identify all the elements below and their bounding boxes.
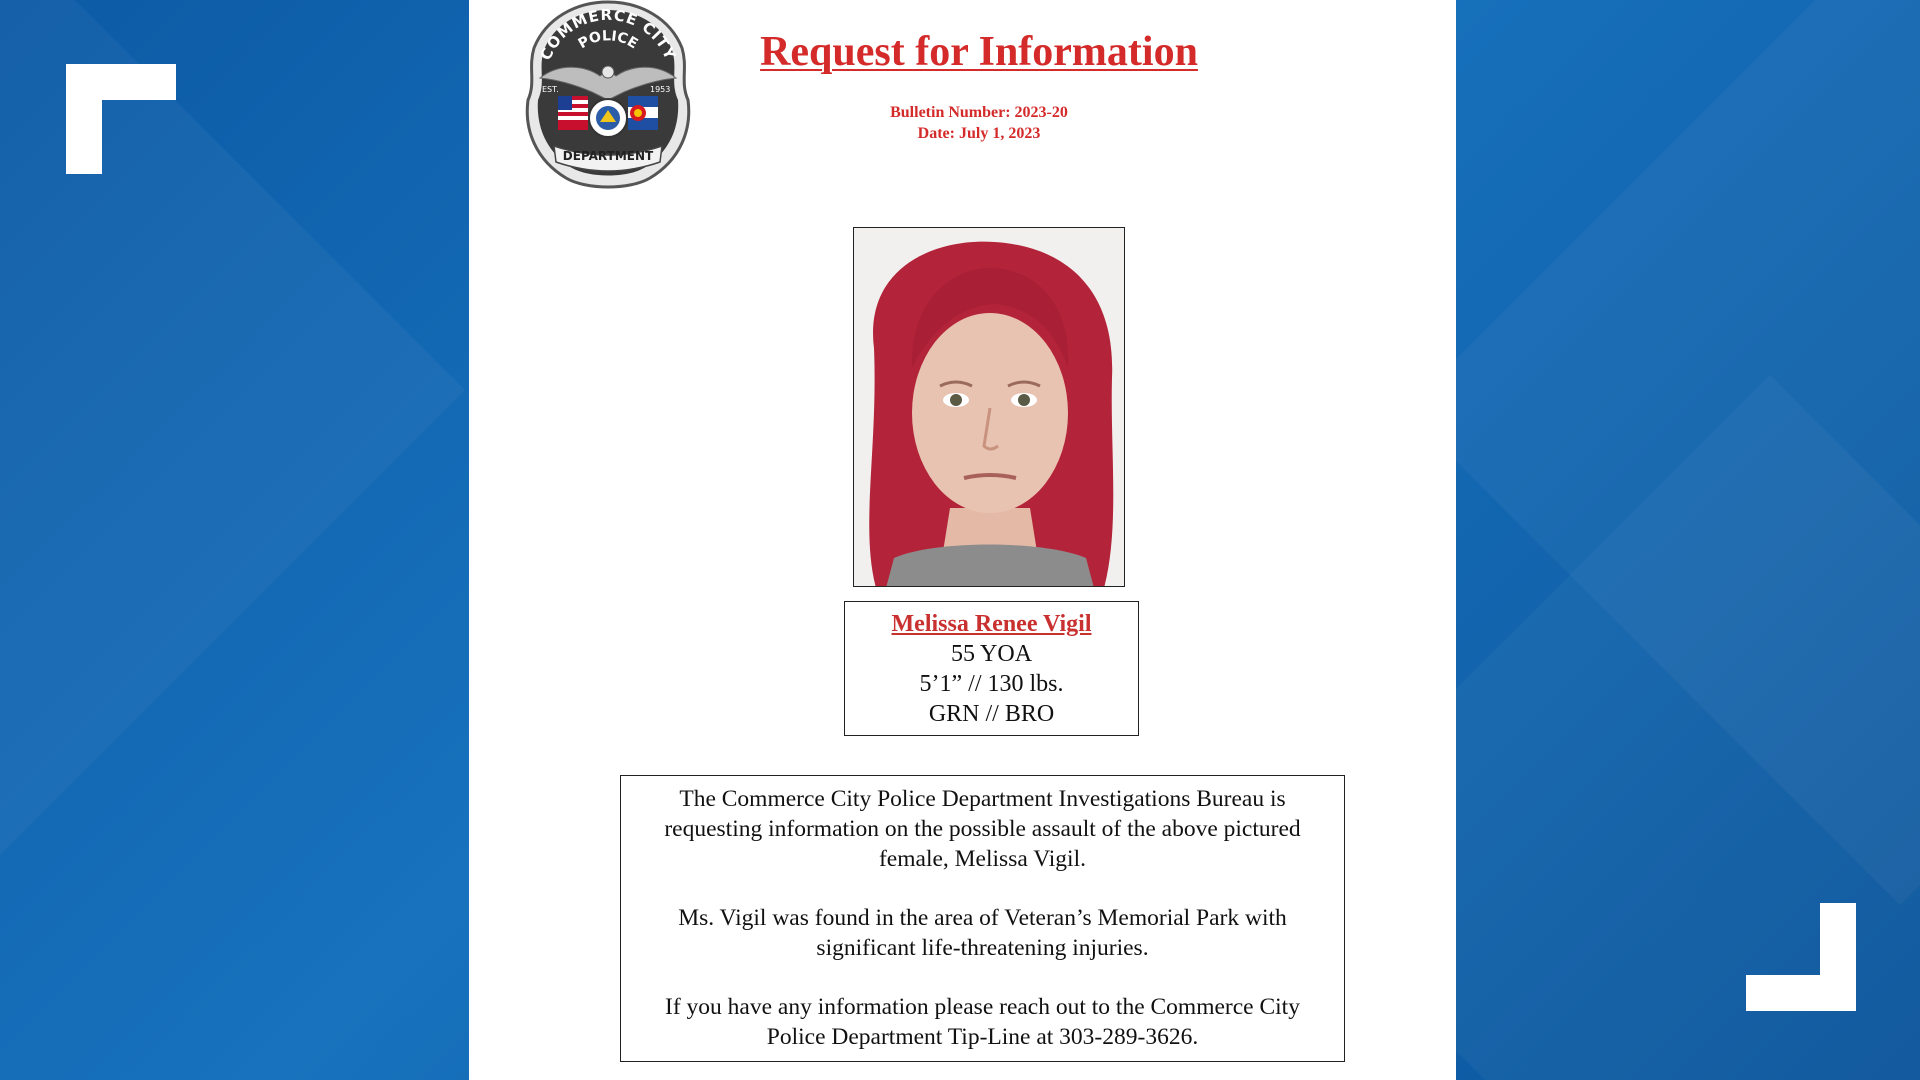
svg-text:COMMERCE CITY: COMMERCE CITY [536,5,680,63]
details-box [620,775,1345,1062]
subject-portrait-image [854,228,1125,587]
bulletin-number: Bulletin Number: 2023-20 [890,104,1068,121]
details-paragraph-3: If you have any information please reach out to the Commerce City Police Department Tip-Line at 303-289-3626. [665,994,1300,1050]
svg-text:EST.: EST. [542,85,559,94]
svg-text:1953: 1953 [650,85,671,94]
subject-name: Melissa Renee Vigil [891,611,1092,637]
bulletin-title: Request for Information [760,29,1198,75]
details-paragraph-1: The Commerce City Police Department Investigations Bureau is requesting information on the possible assault of the above pictured female, Melissa Vigil. [664,786,1301,872]
police-badge-icon [520,0,696,195]
subject-eyes-hair: GRN // BRO [928,701,1055,727]
svg-text:DEPARTMENT: DEPARTMENT [562,149,654,163]
bulletin-date: Date: July 1, 2023 [917,125,1041,142]
subject-age: 55 YOA [950,641,1033,667]
bulletin-document [469,0,1456,1080]
subject-height-weight: 5’1” // 130 lbs. [919,671,1064,697]
svg-text:POLICE: POLICE [575,28,641,53]
subject-photo [853,227,1125,587]
details-paragraph-2: Ms. Vigil was found in the area of Veteran’s Memorial Park with significant life-threatening injuries. [678,905,1287,961]
bulletin-meta [839,102,1119,144]
subject-description-box [844,601,1139,736]
